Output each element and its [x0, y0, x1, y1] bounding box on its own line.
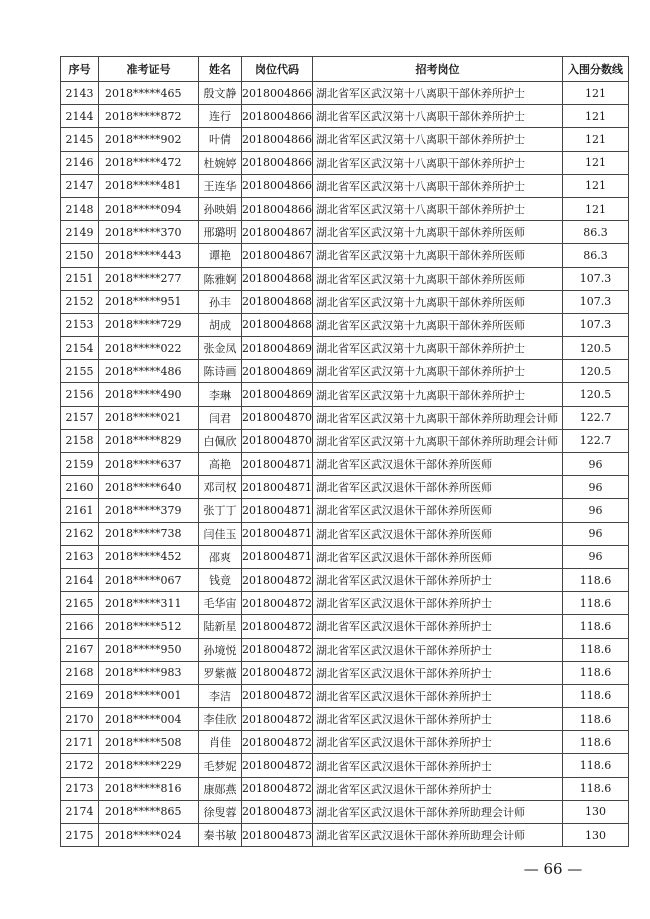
cell-serial-no: 2150: [61, 244, 99, 267]
cell-serial-no: 2173: [61, 777, 99, 800]
cell-name: 邓司权: [199, 476, 242, 499]
cell-serial-no: 2174: [61, 800, 99, 823]
cell-name: 陈雅婀: [199, 267, 242, 290]
cell-name: 康郧燕: [199, 777, 242, 800]
table-row: [61, 754, 629, 777]
cell-exam-number: 2018*****067: [99, 568, 199, 591]
cell-post-code: 2018004871: [242, 522, 313, 545]
cell-serial-no: 2156: [61, 383, 99, 406]
cell-name: 钱竟: [199, 568, 242, 591]
cell-post-title: 湖北省军区武汉退休干部休养所医师: [313, 522, 563, 545]
cell-serial-no: 2157: [61, 406, 99, 429]
cell-name: 李洁: [199, 684, 242, 707]
cell-cutoff-score: 86.3: [563, 244, 629, 267]
cell-exam-number: 2018*****004: [99, 708, 199, 731]
cell-post-title: 湖北省军区武汉第十九离职干部休养所医师: [313, 290, 563, 313]
cell-exam-number: 2018*****001: [99, 684, 199, 707]
cell-name: 肖佳: [199, 731, 242, 754]
cell-post-title: 湖北省军区武汉第十九离职干部休养所医师: [313, 313, 563, 336]
table-row: [61, 800, 629, 823]
cell-exam-number: 2018*****983: [99, 661, 199, 684]
cell-post-title: 湖北省军区武汉退休干部休养所护士: [313, 568, 563, 591]
table-row: [61, 337, 629, 360]
table-row: [61, 661, 629, 684]
cell-post-title: 湖北省军区武汉退休干部休养所护士: [313, 731, 563, 754]
cell-post-code: 2018004866: [242, 128, 313, 151]
cell-name: 李琳: [199, 383, 242, 406]
cell-post-title: 湖北省军区武汉退休干部休养所医师: [313, 545, 563, 568]
cell-post-code: 2018004872: [242, 568, 313, 591]
cell-post-title: 湖北省军区武汉第十九离职干部休养所护士: [313, 360, 563, 383]
cell-post-code: 2018004872: [242, 615, 313, 638]
cell-serial-no: 2171: [61, 731, 99, 754]
cell-cutoff-score: 86.3: [563, 221, 629, 244]
cell-exam-number: 2018*****465: [99, 82, 199, 105]
cell-exam-number: 2018*****379: [99, 499, 199, 522]
cell-serial-no: 2166: [61, 615, 99, 638]
cell-exam-number: 2018*****951: [99, 290, 199, 313]
cell-cutoff-score: 118.6: [563, 638, 629, 661]
cell-post-title: 湖北省军区武汉退休干部休养所护士: [313, 708, 563, 731]
cell-post-code: 2018004868: [242, 267, 313, 290]
cell-post-code: 2018004872: [242, 754, 313, 777]
header-cutoff-score: 入围分数线: [563, 57, 629, 82]
cell-post-title: 湖北省军区武汉第十八离职干部休养所护士: [313, 174, 563, 197]
cell-post-title: 湖北省军区武汉退休干部休养所助理会计师: [313, 824, 563, 847]
cell-post-code: 2018004868: [242, 290, 313, 313]
cell-cutoff-score: 130: [563, 824, 629, 847]
cell-post-title: 湖北省军区武汉第十八离职干部休养所护士: [313, 151, 563, 174]
cell-exam-number: 2018*****729: [99, 313, 199, 336]
cell-post-code: 2018004867: [242, 221, 313, 244]
cell-exam-number: 2018*****229: [99, 754, 199, 777]
cell-serial-no: 2153: [61, 313, 99, 336]
cell-name: 徐叟蓉: [199, 800, 242, 823]
cell-serial-no: 2154: [61, 337, 99, 360]
table-row: [61, 221, 629, 244]
cell-post-title: 湖北省军区武汉退休干部休养所护士: [313, 615, 563, 638]
cell-cutoff-score: 96: [563, 545, 629, 568]
cell-post-code: 2018004869: [242, 383, 313, 406]
cell-exam-number: 2018*****481: [99, 174, 199, 197]
cell-exam-number: 2018*****512: [99, 615, 199, 638]
table-row: [61, 453, 629, 476]
cell-serial-no: 2147: [61, 174, 99, 197]
table-row: [61, 128, 629, 151]
cell-cutoff-score: 118.6: [563, 615, 629, 638]
cell-post-title: 湖北省军区武汉退休干部休养所护士: [313, 592, 563, 615]
table-header-row: [61, 57, 629, 82]
cell-serial-no: 2158: [61, 429, 99, 452]
cell-name: 邢璐明: [199, 221, 242, 244]
cell-post-code: 2018004870: [242, 429, 313, 452]
cell-post-code: 2018004872: [242, 731, 313, 754]
cell-name: 李佳欣: [199, 708, 242, 731]
cell-post-code: 2018004869: [242, 360, 313, 383]
header-post-code: 岗位代码: [242, 57, 313, 82]
cell-exam-number: 2018*****443: [99, 244, 199, 267]
cell-exam-number: 2018*****370: [99, 221, 199, 244]
table-row: [61, 383, 629, 406]
cell-cutoff-score: 118.6: [563, 568, 629, 591]
cell-serial-no: 2144: [61, 105, 99, 128]
score-table: [60, 56, 629, 847]
cell-name: 张丁丁: [199, 499, 242, 522]
cell-cutoff-score: 120.5: [563, 337, 629, 360]
table-body: [61, 82, 629, 847]
header-name: 姓名: [199, 57, 242, 82]
cell-post-title: 湖北省军区武汉第十九离职干部休养所医师: [313, 267, 563, 290]
cell-post-code: 2018004869: [242, 337, 313, 360]
cell-post-title: 湖北省军区武汉第十八离职干部休养所护士: [313, 105, 563, 128]
cell-cutoff-score: 121: [563, 197, 629, 220]
table-row: [61, 638, 629, 661]
cell-post-title: 湖北省军区武汉退休干部休养所护士: [313, 777, 563, 800]
cell-cutoff-score: 121: [563, 151, 629, 174]
cell-post-code: 2018004866: [242, 105, 313, 128]
cell-post-title: 湖北省军区武汉退休干部休养所医师: [313, 453, 563, 476]
cell-exam-number: 2018*****024: [99, 824, 199, 847]
cell-serial-no: 2161: [61, 499, 99, 522]
cell-name: 胡成: [199, 313, 242, 336]
cell-post-code: 2018004866: [242, 174, 313, 197]
cell-serial-no: 2160: [61, 476, 99, 499]
cell-post-code: 2018004866: [242, 197, 313, 220]
header-post-title: 招考岗位: [313, 57, 563, 82]
cell-name: 闫佳玉: [199, 522, 242, 545]
cell-post-code: 2018004866: [242, 82, 313, 105]
cell-cutoff-score: 130: [563, 800, 629, 823]
cell-exam-number: 2018*****640: [99, 476, 199, 499]
cell-cutoff-score: 107.3: [563, 290, 629, 313]
cell-post-code: 2018004873: [242, 800, 313, 823]
cell-post-title: 湖北省军区武汉第十九离职干部休养所护士: [313, 337, 563, 360]
cell-post-code: 2018004872: [242, 661, 313, 684]
table-row: [61, 684, 629, 707]
table-row: [61, 244, 629, 267]
cell-serial-no: 2169: [61, 684, 99, 707]
cell-exam-number: 2018*****637: [99, 453, 199, 476]
cell-post-code: 2018004872: [242, 638, 313, 661]
cell-name: 秦书敏: [199, 824, 242, 847]
table-row: [61, 151, 629, 174]
cell-name: 杜婉婷: [199, 151, 242, 174]
cell-exam-number: 2018*****490: [99, 383, 199, 406]
cell-serial-no: 2172: [61, 754, 99, 777]
cell-post-title: 湖北省军区武汉第十九离职干部休养所医师: [313, 221, 563, 244]
cell-post-title: 湖北省军区武汉退休干部休养所医师: [313, 499, 563, 522]
cell-serial-no: 2151: [61, 267, 99, 290]
cell-cutoff-score: 118.6: [563, 731, 629, 754]
table-row: [61, 499, 629, 522]
cell-post-title: 湖北省军区武汉退休干部休养所医师: [313, 476, 563, 499]
cell-exam-number: 2018*****486: [99, 360, 199, 383]
cell-name: 孙映娟: [199, 197, 242, 220]
table-row: [61, 360, 629, 383]
cell-cutoff-score: 96: [563, 453, 629, 476]
cell-cutoff-score: 121: [563, 128, 629, 151]
cell-post-title: 湖北省军区武汉第十八离职干部休养所护士: [313, 128, 563, 151]
cell-serial-no: 2148: [61, 197, 99, 220]
table-row: [61, 568, 629, 591]
cell-post-code: 2018004873: [242, 824, 313, 847]
cell-exam-number: 2018*****452: [99, 545, 199, 568]
page-number: — 66 —: [523, 860, 583, 878]
cell-name: 张金凤: [199, 337, 242, 360]
cell-cutoff-score: 118.6: [563, 592, 629, 615]
table-row: [61, 777, 629, 800]
cell-serial-no: 2155: [61, 360, 99, 383]
table-row: [61, 615, 629, 638]
table-row: [61, 313, 629, 336]
cell-exam-number: 2018*****816: [99, 777, 199, 800]
cell-cutoff-score: 96: [563, 476, 629, 499]
table-row: [61, 476, 629, 499]
cell-serial-no: 2167: [61, 638, 99, 661]
cell-post-title: 湖北省军区武汉第十九离职干部休养所护士: [313, 383, 563, 406]
cell-cutoff-score: 122.7: [563, 429, 629, 452]
table-row: [61, 174, 629, 197]
cell-name: 闫君: [199, 406, 242, 429]
cell-cutoff-score: 121: [563, 174, 629, 197]
cell-serial-no: 2145: [61, 128, 99, 151]
cell-name: 谭艳: [199, 244, 242, 267]
cell-cutoff-score: 96: [563, 499, 629, 522]
cell-cutoff-score: 118.6: [563, 777, 629, 800]
cell-exam-number: 2018*****022: [99, 337, 199, 360]
cell-name: 连行: [199, 105, 242, 128]
table-row: [61, 197, 629, 220]
table-row: [61, 824, 629, 847]
cell-name: 高艳: [199, 453, 242, 476]
header-exam-number: 准考证号: [99, 57, 199, 82]
cell-post-title: 湖北省军区武汉退休干部休养所护士: [313, 638, 563, 661]
cell-cutoff-score: 122.7: [563, 406, 629, 429]
cell-cutoff-score: 118.6: [563, 754, 629, 777]
cell-post-title: 湖北省军区武汉第十九离职干部休养所医师: [313, 244, 563, 267]
cell-cutoff-score: 120.5: [563, 383, 629, 406]
cell-serial-no: 2175: [61, 824, 99, 847]
cell-post-code: 2018004866: [242, 151, 313, 174]
cell-exam-number: 2018*****738: [99, 522, 199, 545]
cell-exam-number: 2018*****865: [99, 800, 199, 823]
cell-exam-number: 2018*****902: [99, 128, 199, 151]
cell-post-title: 湖北省军区武汉退休干部休养所护士: [313, 754, 563, 777]
cell-name: 毛梦妮: [199, 754, 242, 777]
header-serial-no: 序号: [61, 57, 99, 82]
cell-exam-number: 2018*****472: [99, 151, 199, 174]
cell-post-title: 湖北省军区武汉第十九离职干部休养所助理会计师: [313, 429, 563, 452]
cell-post-code: 2018004871: [242, 545, 313, 568]
cell-serial-no: 2170: [61, 708, 99, 731]
cell-name: 陆新星: [199, 615, 242, 638]
cell-exam-number: 2018*****508: [99, 731, 199, 754]
cell-serial-no: 2149: [61, 221, 99, 244]
cell-serial-no: 2164: [61, 568, 99, 591]
cell-post-title: 湖北省军区武汉第十八离职干部休养所护士: [313, 197, 563, 220]
cell-serial-no: 2168: [61, 661, 99, 684]
table-row: [61, 522, 629, 545]
cell-cutoff-score: 121: [563, 82, 629, 105]
cell-exam-number: 2018*****950: [99, 638, 199, 661]
cell-serial-no: 2163: [61, 545, 99, 568]
cell-post-code: 2018004871: [242, 499, 313, 522]
table-row: [61, 105, 629, 128]
cell-exam-number: 2018*****829: [99, 429, 199, 452]
cell-post-code: 2018004871: [242, 453, 313, 476]
cell-post-title: 湖北省军区武汉退休干部休养所助理会计师: [313, 800, 563, 823]
cell-name: 毛华宙: [199, 592, 242, 615]
cell-cutoff-score: 118.6: [563, 661, 629, 684]
cell-exam-number: 2018*****094: [99, 197, 199, 220]
cell-post-title: 湖北省军区武汉退休干部休养所护士: [313, 661, 563, 684]
cell-cutoff-score: 107.3: [563, 313, 629, 336]
cell-post-code: 2018004872: [242, 777, 313, 800]
cell-name: 白佩欣: [199, 429, 242, 452]
table-row: [61, 708, 629, 731]
table-row: [61, 82, 629, 105]
cell-post-code: 2018004872: [242, 684, 313, 707]
table-row: [61, 267, 629, 290]
cell-exam-number: 2018*****021: [99, 406, 199, 429]
cell-serial-no: 2152: [61, 290, 99, 313]
table-row: [61, 406, 629, 429]
cell-serial-no: 2146: [61, 151, 99, 174]
cell-name: 孙丰: [199, 290, 242, 313]
cell-post-title: 湖北省军区武汉第十八离职干部休养所护士: [313, 82, 563, 105]
cell-name: 殷文静: [199, 82, 242, 105]
cell-post-title: 湖北省军区武汉第十九离职干部休养所助理会计师: [313, 406, 563, 429]
cell-serial-no: 2162: [61, 522, 99, 545]
cell-cutoff-score: 96: [563, 522, 629, 545]
table-row: [61, 429, 629, 452]
cell-post-code: 2018004872: [242, 708, 313, 731]
table-row: [61, 290, 629, 313]
cell-exam-number: 2018*****311: [99, 592, 199, 615]
cell-exam-number: 2018*****277: [99, 267, 199, 290]
table-row: [61, 731, 629, 754]
cell-name: 陈诗画: [199, 360, 242, 383]
cell-post-title: 湖北省军区武汉退休干部休养所护士: [313, 684, 563, 707]
cell-cutoff-score: 118.6: [563, 684, 629, 707]
cell-post-code: 2018004872: [242, 592, 313, 615]
cell-exam-number: 2018*****872: [99, 105, 199, 128]
cell-serial-no: 2159: [61, 453, 99, 476]
cell-serial-no: 2165: [61, 592, 99, 615]
cell-name: 罗紫薇: [199, 661, 242, 684]
table-row: [61, 592, 629, 615]
cell-cutoff-score: 121: [563, 105, 629, 128]
cell-name: 孙境悦: [199, 638, 242, 661]
cell-post-code: 2018004871: [242, 476, 313, 499]
cell-post-code: 2018004870: [242, 406, 313, 429]
cell-cutoff-score: 118.6: [563, 708, 629, 731]
table-row: [61, 545, 629, 568]
cell-name: 王连华: [199, 174, 242, 197]
cell-serial-no: 2143: [61, 82, 99, 105]
cell-name: 邵爽: [199, 545, 242, 568]
cell-cutoff-score: 107.3: [563, 267, 629, 290]
cell-post-code: 2018004867: [242, 244, 313, 267]
cell-cutoff-score: 120.5: [563, 360, 629, 383]
cell-post-code: 2018004868: [242, 313, 313, 336]
cell-name: 叶倩: [199, 128, 242, 151]
